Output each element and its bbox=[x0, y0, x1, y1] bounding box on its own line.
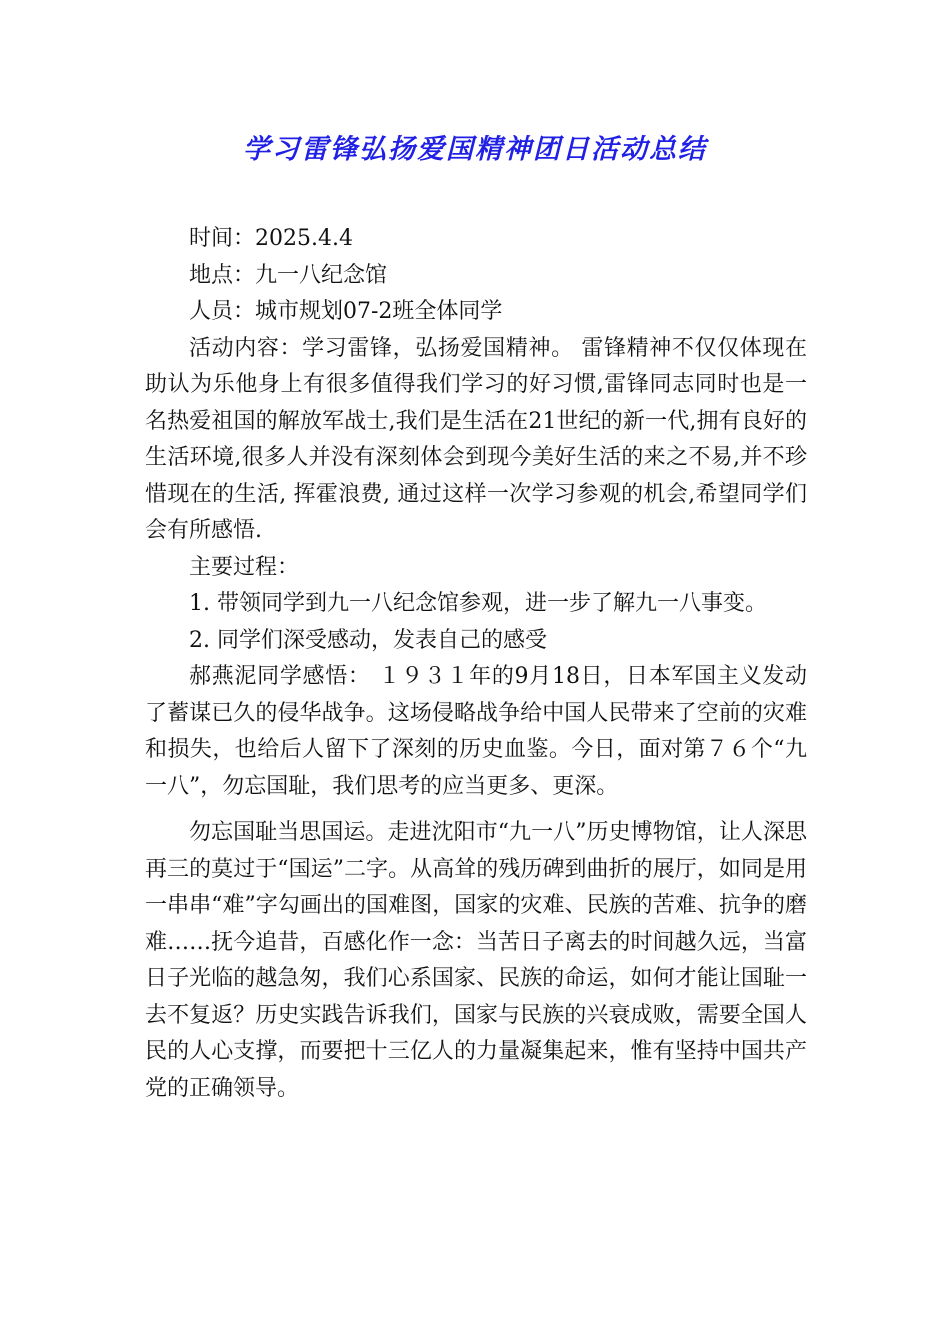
paragraph-step-1: 1. 带领同学到九一八纪念馆参观，进一步了解九一八事变。 bbox=[189, 591, 767, 616]
paragraph-reflection-1: 郝燕泥同学感悟： １９３１年的9月18日，日本军国主义发动了蓄谋已久的侵华战争。这场侵略战争给中国人民带来了空前的灾难和损失，也给后人留下了深刻的历史血鉴。今日，面对第７６个“九一八”，勿忘国耻，我们思考的应当更多、更深。 bbox=[145, 664, 807, 799]
document-body bbox=[145, 221, 807, 1107]
paragraph-activity-content: 活动内容：学习雷锋，弘扬爱国精神。 雷锋精神不仅仅体现在助认为乐他身上有很多值得我们学习的好习惯,雷锋同志同时也是一名热爱祖国的解放军战士,我们是生活在21世纪的新一代,拥有良好的生活环境,很多人并没有深刻体会到现今美好生活的来之不易,并不珍惜现在的生活, 挥霍浪费, 通过这样一次学习参观的机会,希望同学们会有所感悟. bbox=[145, 335, 807, 543]
document-title: 学习雷锋弘扬爱国精神团日活动总结 bbox=[243, 134, 707, 165]
paragraph-reflection-2: 勿忘国耻当思国运。走进沈阳市“九一八”历史博物馆，让人深思再三的莫过于“国运”二字。从高耸的残历碑到曲折的展厅，如同是用一串串“难”字勾画出的国难图，国家的灾难、民族的苦难、抗争的磨难……抚今追昔，百感化作一念：当苦日子离去的时间越久远，当富日子光临的越急匆，我们心系国家、民族的命运，如何才能让国耻一去不复返？历史实践告诉我们，国家与民族的兴衰成败，需要全国人民的人心支撑，而要把十三亿人的力量凝集起来，惟有坚持中国共产党的正确领导。 bbox=[145, 820, 807, 1101]
paragraph-location: 地点：九一八纪念馆 bbox=[189, 262, 388, 288]
paragraph-main-process: 主要过程： bbox=[189, 554, 300, 580]
paragraph-participants: 人员：城市规划07-2班全体同学 bbox=[189, 299, 503, 324]
paragraph-time: 时间：2025.4.4 bbox=[189, 226, 353, 251]
paragraph-step-2: 2. 同学们深受感动，发表自己的感受 bbox=[189, 627, 547, 653]
